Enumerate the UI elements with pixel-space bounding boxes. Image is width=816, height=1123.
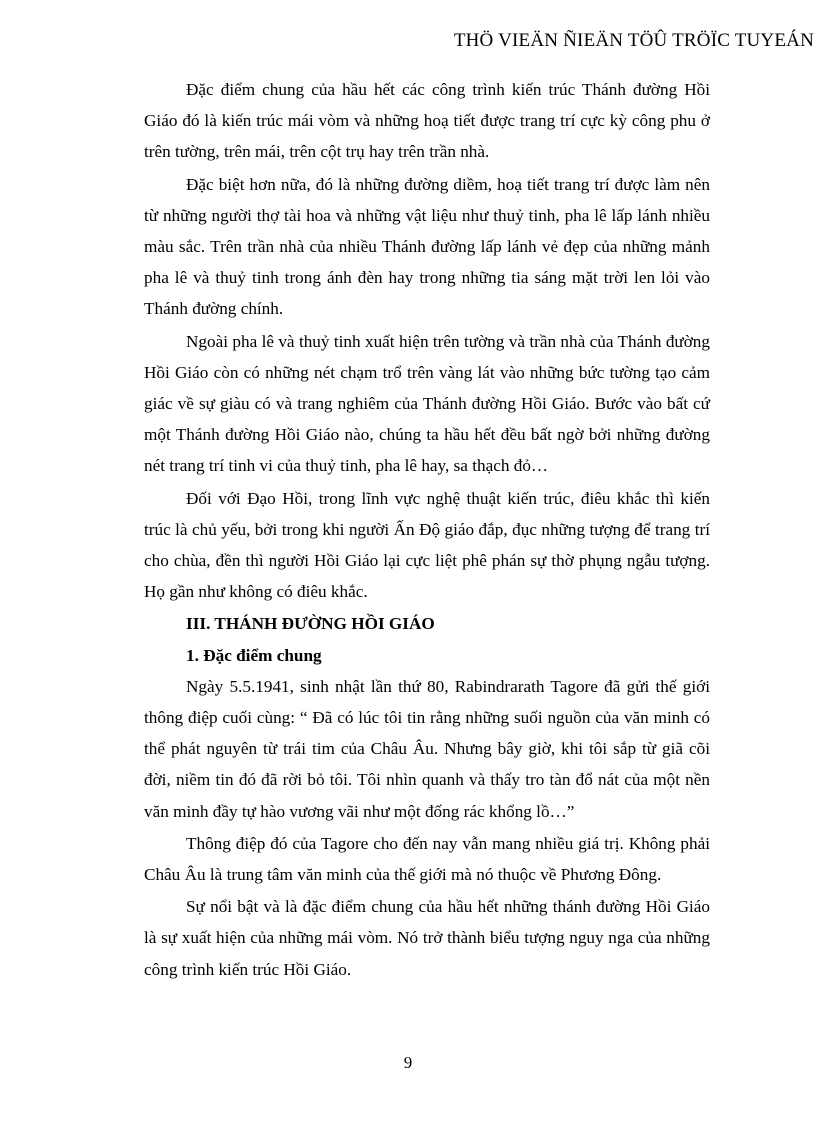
paragraph: Đặc điểm chung của hầu hết các công trình kiến trúc Thánh đường Hồi Giáo đó là kiến trúc mái vòm và những hoạ tiết được trang trí cực kỳ công phu ở trên tường, trên mái, trên cột trụ hay trên trần nhà.: [144, 80, 710, 162]
paragraph: Đối với Đạo Hồi, trong lĩnh vực nghệ thuật kiến trúc, điêu khắc thì kiến trúc là chủ yếu, bởi trong khi người Ấn Độ giáo đắp, đục những tượng để trang trí cho chùa, đền thì người Hồi Giáo lại cực liệt phê phán sự thờ phụng ngẫu tượng. Họ gần như không có điêu khắc.: [144, 488, 710, 602]
paragraph: Sự nổi bật và là đặc điểm chung của hầu hết những thánh đường Hồi Giáo là sự xuất hiện của những mái vòm. Nó trở thành biểu tượng nguy nga của những công trình kiến trúc Hồi Giáo.: [144, 897, 710, 979]
paragraph: Đặc biệt hơn nữa, đó là những đường diềm, hoạ tiết trang trí được làm nên từ những người thợ tài hoa và những vật liệu như thuỷ tinh, pha lê lấp lánh nhiều màu sắc. Trên trần nhà của nhiều Thánh đường lấp lánh vẻ đẹp của những mảnh pha lê và thuỷ tinh trong ánh đèn hay trong những tia sáng mặt trời len lỏi vào Thánh đường chính.: [144, 174, 710, 319]
paragraph: Thông điệp đó của Tagore cho đến nay vẫn mang nhiều giá trị. Không phải Châu Âu là trung tâm văn minh của thế giới mà nó thuộc về Phương Đông.: [144, 833, 710, 885]
subsection-heading: 1. Đặc điểm chung: [186, 645, 322, 665]
paragraph: Ngoài pha lê và thuỷ tinh xuất hiện trên tường và trần nhà của Thánh đường Hồi Giáo còn có những nét chạm trổ trên vàng lát vào những bức tường tạo cảm giác về sự giàu có và trang nghiêm của Thánh đường Hồi Giáo. Bước vào bất cứ một Thánh đường Hồi Giáo nào, chúng ta hầu hết đều bất ngờ bởi những đường nét trang trí tinh vi của thuỷ tinh, pha lê hay, sa thạch đỏ…: [144, 331, 710, 476]
body-text: [144, 74, 710, 986]
page-number: 9: [403, 1053, 413, 1072]
running-header: THÖ VIEÄN ÑIEÄN TÖÛ TRÖÏC TUYEÁN: [453, 30, 814, 51]
paragraph: Ngày 5.5.1941, sinh nhật lần thứ 80, Rabindrarath Tagore đã gửi thế giới thông điệp cuối cùng: “ Đã có lúc tôi tin rằng những suối nguồn của văn minh có thể phát nguyên từ trái tim của Châu Âu. Nhưng bây giờ, khi tôi sắp từ giã cõi đời, niềm tin đó đã rời bỏ tôi. Tôi nhìn quanh và thấy tro tàn đổ nát của một nền văn minh đầy tự hào vương vãi như một đống rác khổng lồ…”: [144, 676, 710, 821]
section-heading: III. THÁNH ĐƯỜNG HỒI GIÁO: [186, 614, 435, 634]
